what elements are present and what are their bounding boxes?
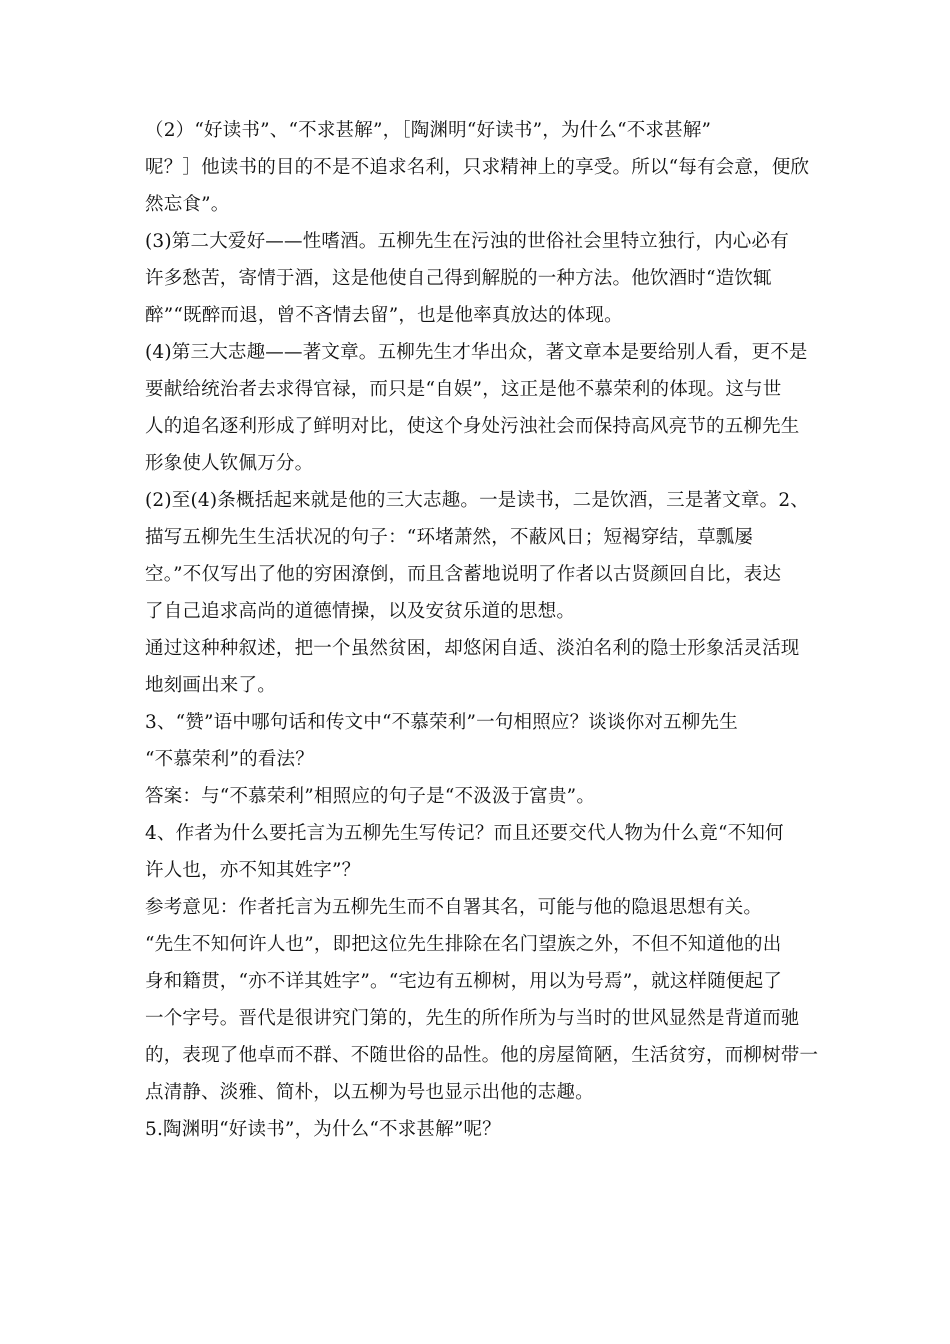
text-line: 描写五柳先生生活状况的句子：“环堵萧然，不蔽风日；短褐穿结，草瓢屡 [145,527,754,548]
text-line: 空。”不仅写出了他的穷困潦倒，而且含蓄地说明了作者以古贤颜回自比，表达 [145,564,782,585]
text-line: 一个字号。晋代是很讲究门第的，先生的所作所为与当时的世风显然是背道而驰 [145,1008,800,1029]
text-line: (3)第二大爱好——性嗜酒。五柳先生在污浊的世俗社会里特立独行，内心必有 [145,231,789,252]
text-line: 然忘食”。 [145,194,230,215]
text-line: 地刻画出来了。 [145,675,276,696]
text-line: 参考意见：作者托言为五柳先生而不自署其名，可能与他的隐退思想有关。 [145,897,763,918]
text-line: “先生不知何许人也”，即把这位先生排除在名门望族之外，不但不知道他的出 [145,934,782,955]
text-line: 形象使人钦佩万分。 [145,453,314,474]
text-line: “不慕荣利”的看法？ [145,749,314,770]
text-line: 3、“赞”语中哪句话和传文中“不慕荣利”一句相照应？谈谈你对五柳先生 [145,712,738,733]
text-line: 点清静、淡雅、简朴，以五柳为号也显示出他的志趣。 [145,1082,594,1103]
text-line: 的，表现了他卓而不群、不随世俗的品性。他的房屋简陋，生活贫穷，而柳树带一 [145,1045,819,1066]
text-line: 人的追名逐利形成了鲜明对比，使这个身处污浊社会而保持高风亮节的五柳先生 [145,416,800,437]
text-line: 身和籍贯，“亦不详其姓字”。“宅边有五柳树，用以为号焉”，就这样随便起了 [145,971,783,992]
text-line: 要献给统治者去求得官禄，而只是“自娱”，这正是他不慕荣利的体现。这与世 [145,379,782,400]
text-line: （2）“好读书”、“不求甚解”，［陶渊明“好读书”，为什么“不求甚解” [145,120,712,141]
text-line: 醉”“既醉而退，曾不吝情去留”，也是他率真放达的体现。 [145,305,623,326]
text-line: (4)第三大志趣——著文章。五柳先生才华出众，著文章本是要给别人看，更不是 [145,342,808,363]
text-line: 5.陶渊明“好读书”，为什么“不求甚解”呢？ [145,1119,501,1140]
text-line: 通过这种种叙述，把一个虽然贫困，却悠闲自适、淡泊名利的隐士形象活灵活现 [145,638,800,659]
text-line: 呢？］他读书的目的不是不追求名利，只求精神上的享受。所以“每有会意，便欣 [145,157,810,178]
document-body [145,112,817,1148]
text-line: 答案：与“不慕荣利”相照应的句子是“不汲汲于富贵”。 [145,786,596,807]
text-line: 许人也，亦不知其姓字”？ [145,860,361,881]
text-line: (2)至(4)条概括起来就是他的三大志趣。一是读书，二是饮酒，三是著文章。2、 [145,490,809,511]
text-line: 了自己追求高尚的道德情操，以及安贫乐道的思想。 [145,601,576,622]
text-line: 许多愁苦，寄情于酒，这是他使自己得到解脱的一种方法。他饮酒时“造饮辄 [145,268,772,289]
text-line: 4、作者为什么要托言为五柳先生写传记？而且还要交代人物为什么竟“不知何 [145,823,784,844]
